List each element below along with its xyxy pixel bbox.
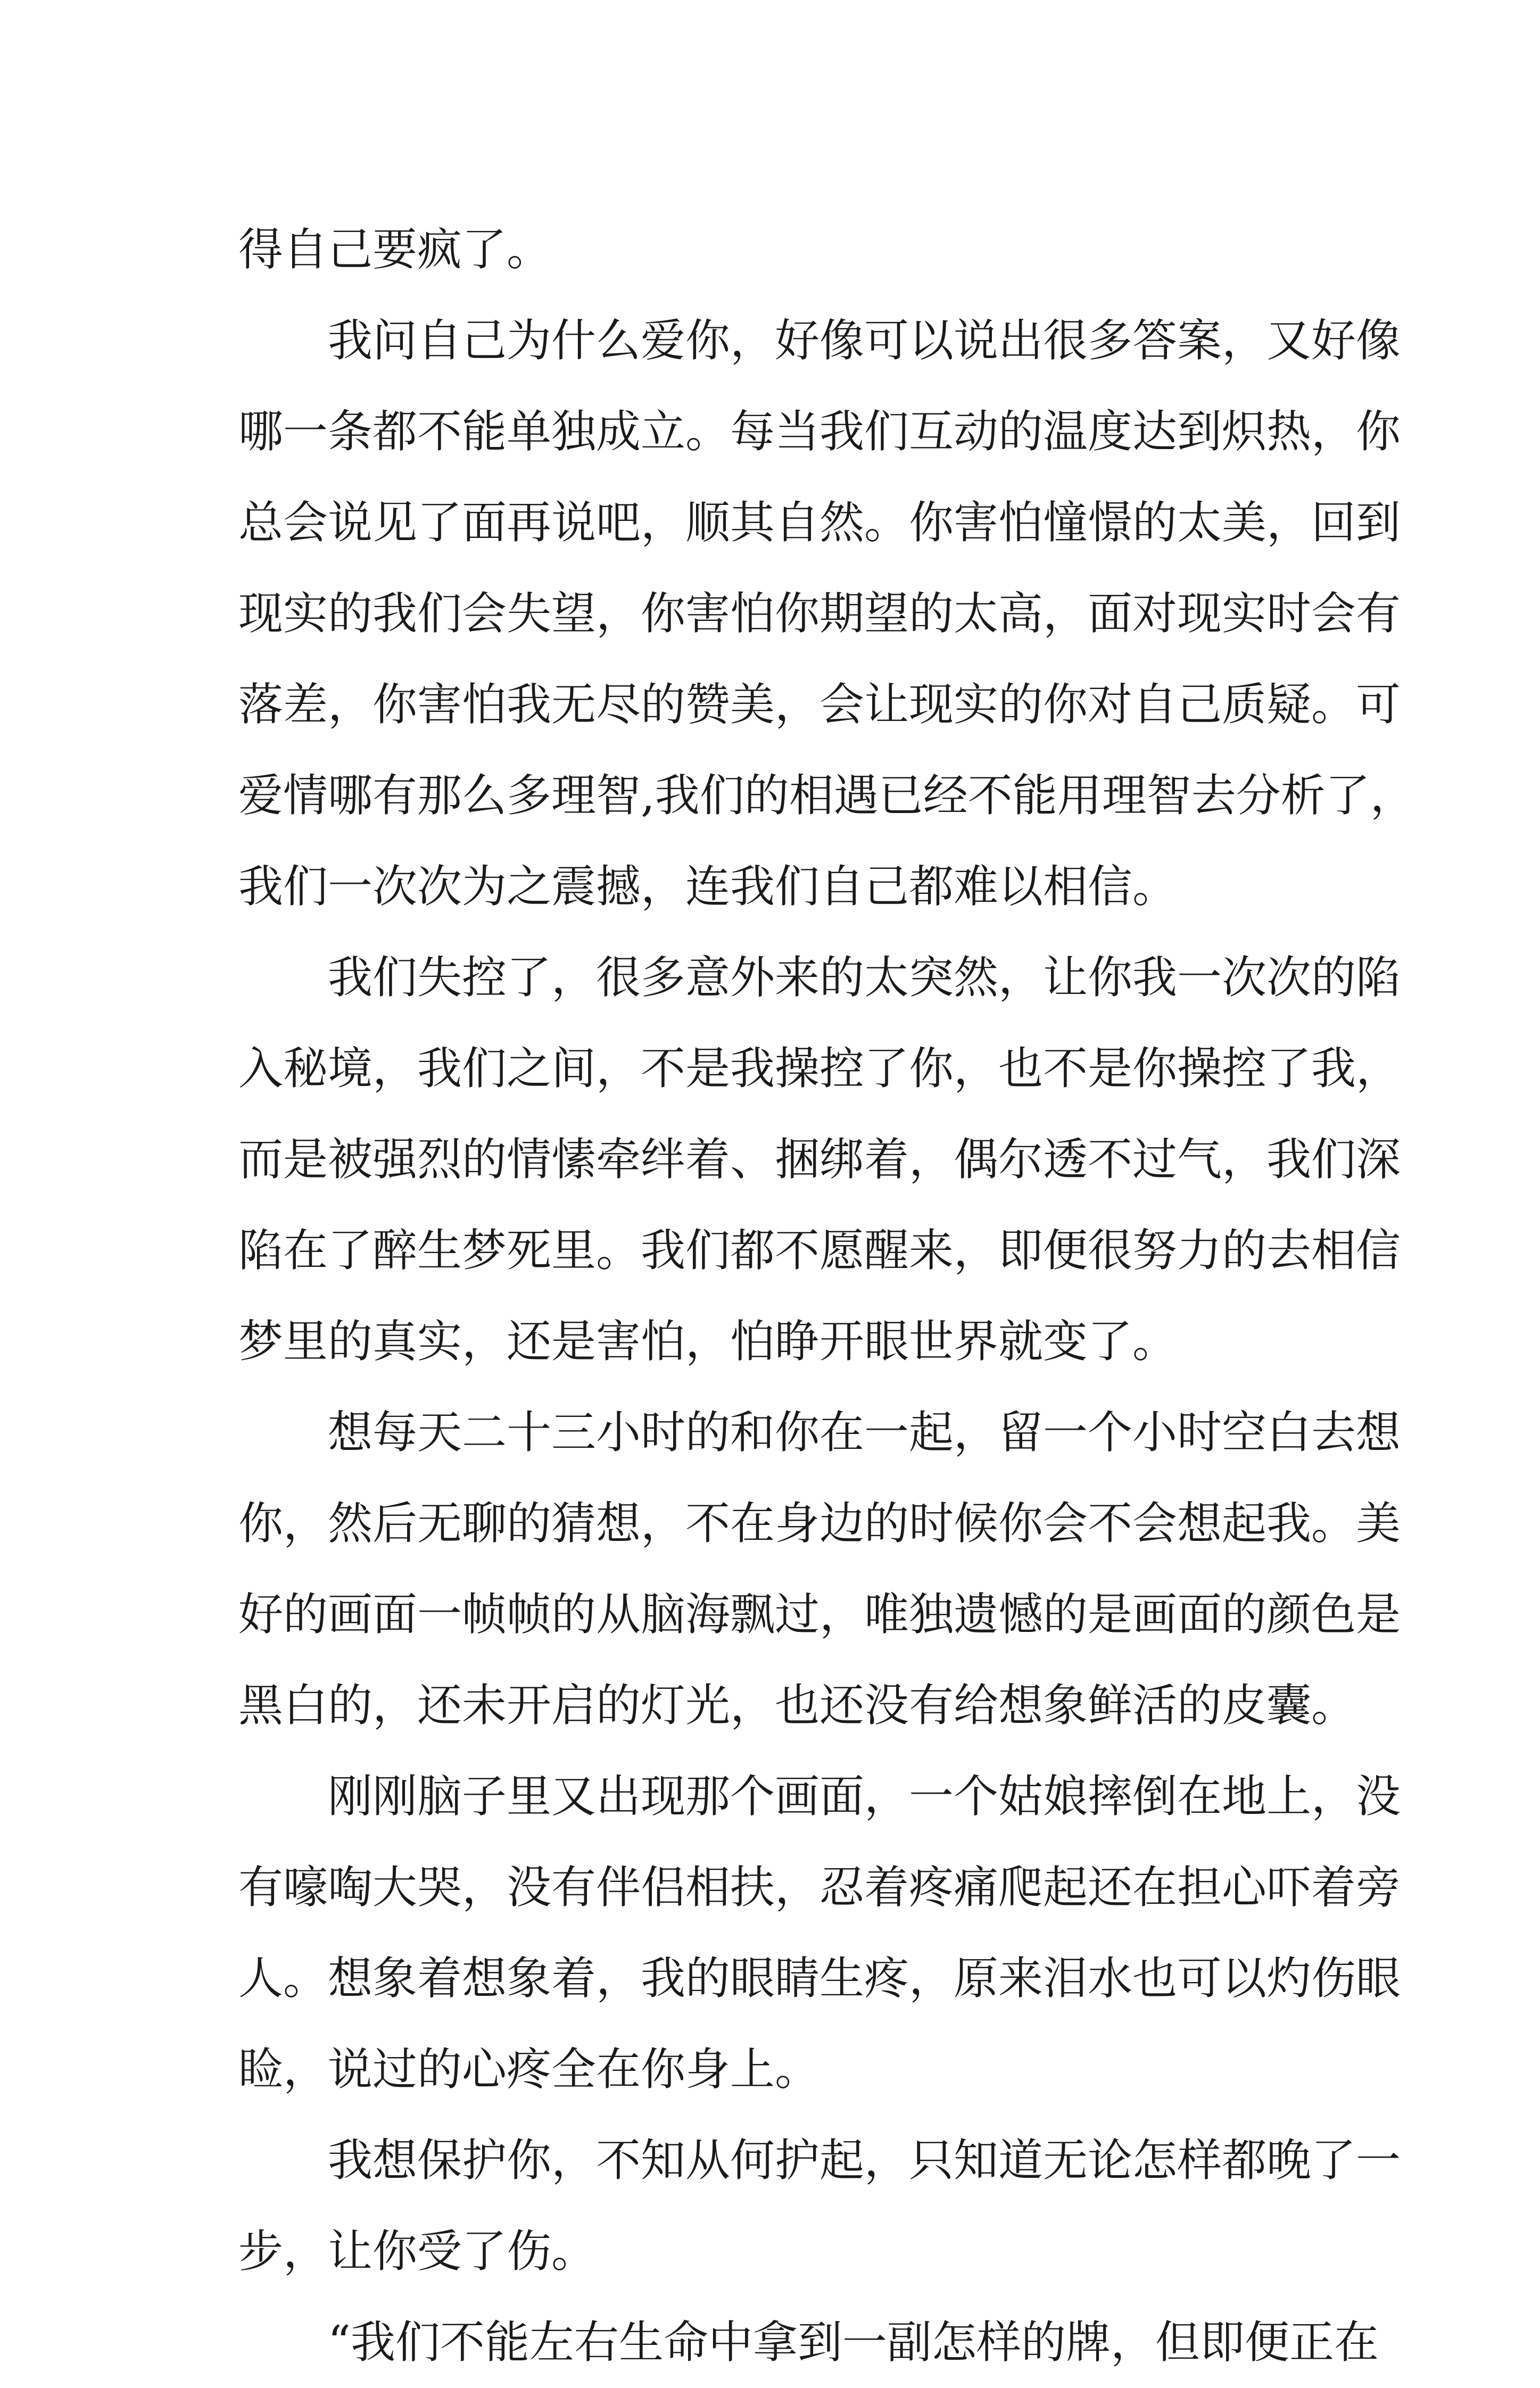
text-line: 我们失控了，很多意外来的太突然，让你我一次次的陷	[328, 951, 1401, 1004]
text-line: 落差，你害怕我无尽的赞美，会让现实的你对自己质疑。可	[238, 678, 1401, 731]
text-line: 入秘境，我们之间，不是我操控了你，也不是你操控了我，	[238, 1042, 1401, 1094]
text-line: 刚刚脑子里又出现那个画面，一个姑娘摔倒在地上，没	[328, 1770, 1401, 1822]
text-line: 我们一次次为之震撼，连我们自己都难以相信。	[238, 860, 1178, 913]
text-line: 步，让你受了伤。	[238, 2225, 597, 2277]
text-line: 睑，说过的心疼全在你身上。	[238, 2043, 820, 2095]
body-text	[238, 204, 1415, 2388]
text-line: 得自己要疯了。	[238, 223, 552, 276]
text-line: 想每天二十三小时的和你在一起，留一个小时空白去想	[328, 1406, 1401, 1458]
text-line: 陷在了醉生梦死里。我们都不愿醒来，即便很努力的去相信	[238, 1224, 1401, 1276]
text-line: “我们不能左右生命中拿到一副怎样的牌，但即便正在	[328, 2316, 1379, 2368]
text-line: 你，然后无聊的猜想，不在身边的时候你会不会想起我。美	[238, 1497, 1401, 1549]
text-line: 现实的我们会失望，你害怕你期望的太高，面对现实时会有	[238, 587, 1401, 640]
text-line: 梦里的真实，还是害怕，怕睁开眼世界就变了。	[238, 1315, 1178, 1367]
text-line: 好的画面一帧帧的从脑海飘过，唯独遗憾的是画面的颜色是	[238, 1588, 1401, 1640]
text-line: 人。想象着想象着，我的眼睛生疼，原来泪水也可以灼伤眼	[238, 1952, 1401, 2004]
text-line: 爱情哪有那么多理智,我们的相遇已经不能用理智去分析了，	[238, 769, 1415, 822]
text-line: 黑白的，还未开启的灯光，也还没有给想象鲜活的皮囊。	[238, 1679, 1356, 1731]
text-line: 有嚎啕大哭，没有伴侣相扶，忍着疼痛爬起还在担心吓着旁	[238, 1861, 1401, 1913]
text-line: 总会说见了面再说吧，顺其自然。你害怕憧憬的太美，回到	[238, 496, 1401, 549]
text-line: 我问自己为什么爱你，好像可以说出很多答案，又好像	[328, 314, 1401, 367]
text-line: 哪一条都不能单独成立。每当我们互动的温度达到炽热，你	[238, 405, 1401, 458]
text-line: 我想保护你，不知从何护起，只知道无论怎样都晚了一	[328, 2134, 1401, 2186]
text-line: 而是被强烈的情愫牵绊着、捆绑着，偶尔透不过气，我们深	[238, 1133, 1401, 1185]
